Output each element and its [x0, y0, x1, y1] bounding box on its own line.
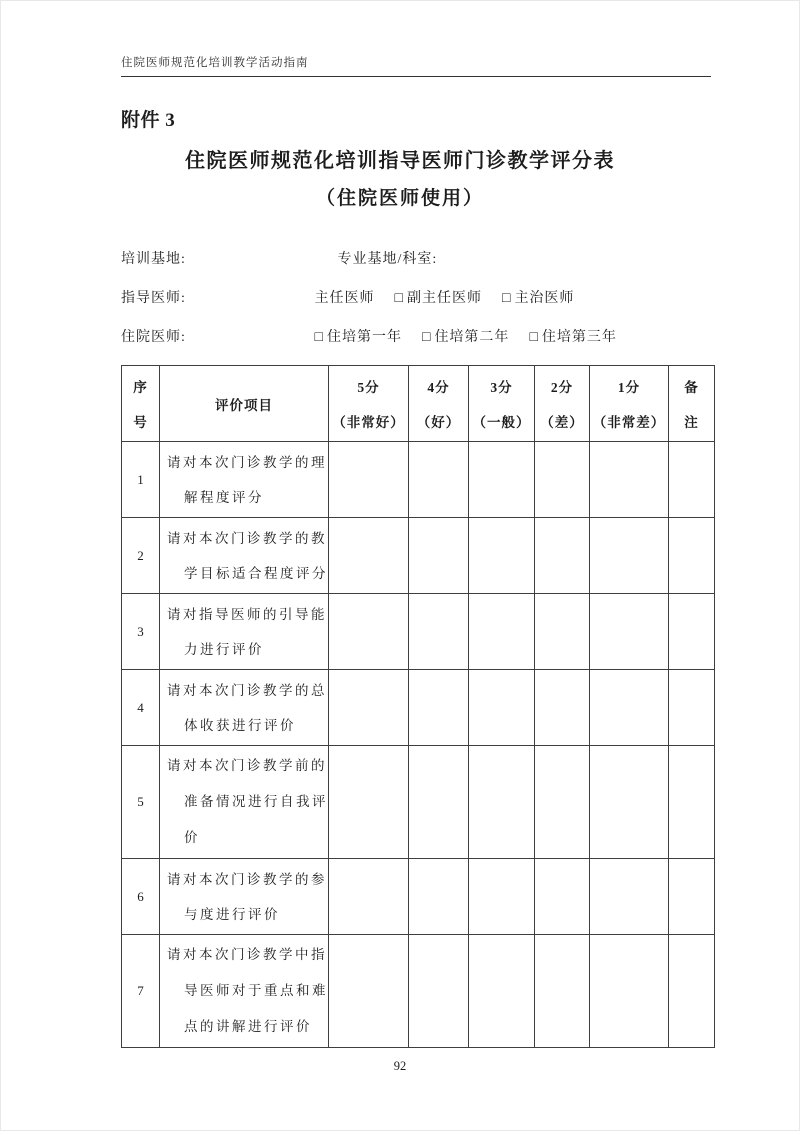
checkbox-option: [422, 330, 509, 345]
item-text-line: 请对本次门诊教学的理: [167, 454, 327, 470]
score-cell: [409, 518, 469, 594]
item-text-line: 体收获进行评价: [184, 717, 296, 733]
page-subtitle: （住院医师使用）: [315, 188, 484, 209]
table-row: [122, 670, 715, 746]
column-header: [329, 366, 409, 442]
instructor-options: [315, 291, 595, 306]
row-number-cell: 3: [122, 594, 160, 670]
score-cell: [535, 594, 590, 670]
item-cell: [160, 442, 329, 518]
score-cell: [469, 746, 535, 859]
remark-cell: [669, 935, 715, 1048]
table-row: [122, 594, 715, 670]
header-line: 5分: [357, 380, 380, 395]
table-header-row: [122, 366, 715, 442]
option-label: 住培第三年: [541, 330, 617, 345]
checkbox-option: [502, 291, 574, 306]
item-cell: [160, 746, 329, 859]
resident-label: 住院医师:: [121, 330, 186, 345]
row-number-cell: 1: [122, 442, 160, 518]
item-cell: [160, 518, 329, 594]
item-text-line: 价: [184, 830, 200, 845]
score-cell: [469, 935, 535, 1048]
item-text-line: 请对本次门诊教学的教: [167, 530, 327, 546]
score-cell: [469, 442, 535, 518]
item-text-line: 与度进行评价: [184, 906, 280, 922]
item-text-line: 点的讲解进行评价: [184, 1019, 312, 1034]
item-text-line: 导医师对于重点和难: [184, 983, 328, 998]
score-cell: [409, 935, 469, 1048]
score-cell: [409, 859, 469, 935]
score-cell: [409, 670, 469, 746]
training-base-label: 培训基地:: [121, 252, 186, 267]
score-cell: [329, 594, 409, 670]
row-number-cell: 7: [122, 935, 160, 1048]
score-cell: [535, 859, 590, 935]
table-row: [122, 935, 715, 1048]
score-cell: [535, 442, 590, 518]
score-cell: [329, 746, 409, 859]
item-text-line: 准备情况进行自我评: [184, 794, 328, 809]
score-cell: [590, 442, 669, 518]
header-line: （非常差）: [592, 415, 666, 430]
header-line: 号: [133, 415, 148, 430]
remark-cell: [669, 594, 715, 670]
header-line: 序: [133, 380, 148, 395]
item-cell: [160, 670, 329, 746]
score-cell: [590, 859, 669, 935]
item-cell: [160, 935, 329, 1048]
item-text-line: 请对本次门诊教学的总: [167, 682, 327, 698]
score-cell: [409, 442, 469, 518]
header-line: 4分: [427, 380, 450, 395]
checkbox-option: [395, 291, 482, 306]
checkbox-option: [315, 291, 375, 306]
resident-options: [315, 330, 637, 345]
column-header: [409, 366, 469, 442]
checkbox-icon: □: [529, 330, 539, 345]
score-cell: [469, 518, 535, 594]
option-label: 住培第二年: [434, 330, 510, 345]
form-row-base: [121, 248, 799, 287]
checkbox-icon: □: [421, 330, 432, 345]
item-text-line: 请对本次门诊教学前的: [167, 758, 327, 773]
form-row-resident: [121, 326, 799, 365]
score-cell: [590, 518, 669, 594]
form-row-instructor: [121, 287, 799, 326]
table-row: [122, 859, 715, 935]
item-text-line: 力进行评价: [184, 641, 264, 657]
score-cell: [535, 670, 590, 746]
form-section: [121, 248, 799, 365]
score-cell: [469, 594, 535, 670]
header-line: 3分: [490, 380, 513, 395]
score-cell: [590, 935, 669, 1048]
checkbox-icon: □: [394, 291, 404, 306]
attachment-label: 附件 3: [121, 110, 176, 131]
row-number-cell: 5: [122, 746, 160, 859]
page-title: 住院医师规范化培训指导医师门诊教学评分表: [185, 150, 615, 172]
item-text-line: 学目标适合程度评分: [184, 565, 328, 581]
table-row: [122, 746, 715, 859]
header-line: （一般）: [472, 415, 531, 430]
score-cell: [409, 746, 469, 859]
row-number-cell: 4: [122, 670, 160, 746]
row-number-cell: 2: [122, 518, 160, 594]
header-line: 备: [684, 380, 699, 395]
remark-cell: [669, 670, 715, 746]
item-cell: [160, 594, 329, 670]
option-label: 副主任医师: [406, 291, 482, 306]
running-header: [121, 1, 711, 77]
option-label: 主治医师: [514, 291, 575, 306]
remark-cell: [669, 859, 715, 935]
table-body: [122, 442, 715, 1048]
score-cell: [469, 859, 535, 935]
score-cell: [535, 746, 590, 859]
page-number: 92: [393, 1059, 407, 1073]
header-line: 评价项目: [215, 397, 273, 413]
score-cell: [329, 442, 409, 518]
column-header: [469, 366, 535, 442]
score-cell: [409, 594, 469, 670]
score-table: [121, 365, 715, 1048]
score-cell: [469, 670, 535, 746]
option-label: 住培第一年: [326, 330, 402, 345]
checkbox-option: [315, 330, 402, 345]
running-header-text: 住院医师规范化培训教学活动指南: [121, 57, 309, 69]
remark-cell: [669, 442, 715, 518]
item-text-line: 请对指导医师的引导能: [167, 606, 327, 622]
header-line: 2分: [550, 380, 574, 395]
column-header: [535, 366, 590, 442]
column-header: [590, 366, 669, 442]
item-text-line: 请对本次门诊教学的参: [167, 871, 327, 887]
checkbox-icon: □: [501, 291, 512, 306]
item-text-line: 解程度评分: [184, 489, 264, 505]
table-row: [122, 442, 715, 518]
header-line: （差）: [540, 415, 584, 430]
header-line: 注: [684, 415, 699, 430]
item-cell: [160, 859, 329, 935]
remark-cell: [669, 746, 715, 859]
table-row: [122, 518, 715, 594]
score-cell: [590, 670, 669, 746]
score-cell: [329, 859, 409, 935]
score-cell: [535, 935, 590, 1048]
score-cell: [329, 670, 409, 746]
column-header: [122, 366, 160, 442]
score-cell: [590, 594, 669, 670]
score-cell: [329, 935, 409, 1048]
header-line: （好）: [416, 415, 461, 430]
checkbox-option: [529, 330, 616, 345]
score-cell: [535, 518, 590, 594]
score-cell: [329, 518, 409, 594]
row-number-cell: 6: [122, 859, 160, 935]
specialty-base-label: 专业基地/科室:: [337, 252, 438, 267]
header-line: （非常好）: [332, 415, 405, 430]
instructor-label: 指导医师:: [121, 291, 186, 306]
option-label: 主任医师: [314, 291, 375, 306]
checkbox-icon: □: [314, 330, 324, 345]
header-line: 1分: [617, 380, 641, 395]
score-cell: [590, 746, 669, 859]
item-text-line: 请对本次门诊教学中指: [167, 947, 327, 962]
column-header: [669, 366, 715, 442]
column-header: [160, 366, 329, 442]
remark-cell: [669, 518, 715, 594]
